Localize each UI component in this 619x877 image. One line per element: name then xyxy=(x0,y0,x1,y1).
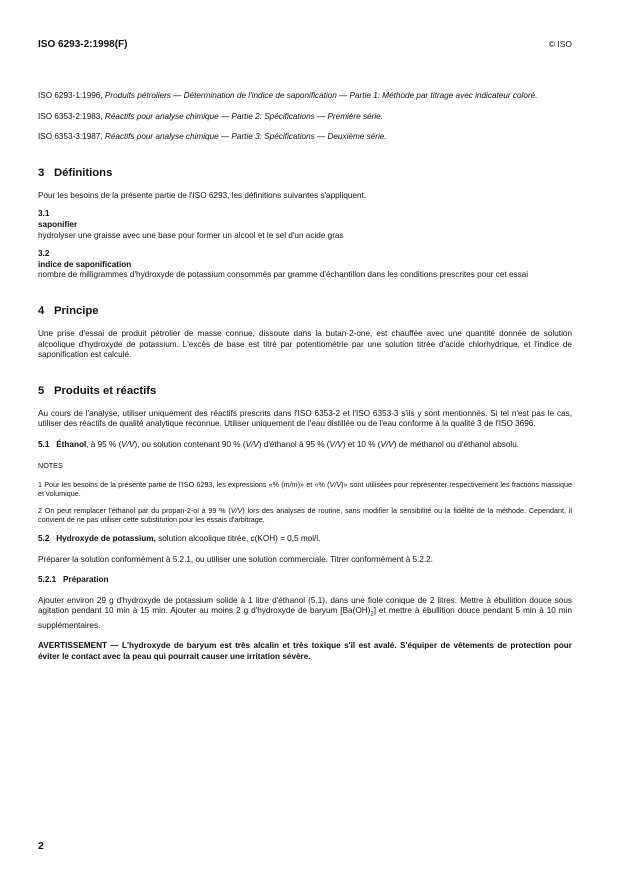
subsection-5-2-1-text: Ajouter environ 29 g d'hydroxyde de potassium solide à 1 litre d'éthanol (5.1), dans une fiole conique de 2 litres. Mettre à ébullition douce sous agitation pendant 10 min à 15 min. Ajouter au moins 2 g d'hydroxyde de baryum $[Ba(OH)_2]$ et mettre à ébullition douce pendant 5 min à 10 min supplémentaires. xyxy=(38,595,572,630)
notes-title: NOTES xyxy=(38,460,63,470)
note-1: 1 Pour les besoins de la présente partie de l'ISO 6293, les expressions «% (m/m)» et «% (V/V)» sont utilisées pour représenter respectivement les fractions massique et volumique. xyxy=(38,480,572,499)
section-4-heading: 4 Principe xyxy=(38,304,99,317)
definition-3-2-number: 3.2 xyxy=(38,249,50,259)
section-3-heading: 3 Définitions xyxy=(38,166,113,179)
subsection-5-2-text: Préparer la solution conformément à 5.2.1, ou utiliser une solution commerciale. Titrer conformément à 5.2.2. xyxy=(38,554,434,564)
subsection-5-2: 5.2 Hydroxyde de potassium, solution alcoolique titrée, c(KOH) = 0,5 mol/l. xyxy=(38,534,321,544)
warning-text: AVERTISSEMENT — L'hydroxyde de baryum est très alcalin et très toxique s'il est avalé. S'équiper de vêtements de protection pour éviter le contact avec la peau qui pourrait causer une irritation sévère. xyxy=(38,641,572,661)
document-id: ISO 6293-2:1998(F) xyxy=(38,39,128,50)
definition-3-2-term: indice de saponification xyxy=(38,259,132,269)
definition-3-1-number: 3.1 xyxy=(38,209,50,219)
subsection-5-2-1-heading: 5.2.1 Préparation xyxy=(38,575,109,585)
section-4-text: Une prise d'essai de produit pétrolier de masse connue, dissoute dans la butan-2-one, est chauffée avec une quantité donnée de solution alcoolique d'hydroxyde de potassium. L'excès de base est titré par potentiométrie par une solution titrée d'acide chlorhydrique, et l'indice de saponification est calculé. xyxy=(38,328,572,360)
copyright-notice: © ISO xyxy=(548,39,572,49)
section-5-heading: 5 Produits et réactifs xyxy=(38,384,157,397)
reference-iso-6353-2: ISO 6353-2:1983, Réactifs pour analyse chimique — Partie 2: Spécifications — Première série. xyxy=(38,111,383,121)
section-3-intro: Pour les besoins de la présente partie de l'ISO 6293, les définitions suivantes s'appliquent. xyxy=(38,190,367,200)
reference-iso-6293-1: ISO 6293-1:1996, Produits pétroliers — Détermination de l'indice de saponification — Partie 1: Méthode par titrage avec indicateur coloré. xyxy=(38,91,538,100)
definition-3-2-text: nombre de milligrammes d'hydroxyde de potassium consommés par gramme d'échantillon dans les conditions prescrites pour cet essai xyxy=(38,270,529,280)
definition-3-1-text: hydrolyser une graisse avec une base pour former un alcool et le sel d'un acide gras xyxy=(38,230,344,240)
reference-iso-6353-3: ISO 6353-3:1987, Réactifs pour analyse chimique — Partie 3: Spécifications — Deuxième série. xyxy=(38,132,387,142)
page-content xyxy=(38,91,572,662)
page-number: 2 xyxy=(38,840,44,852)
definition-3-1-term: saponifier xyxy=(38,219,78,229)
section-5-intro: Au cours de l'analyse, utiliser uniquement des réactifs prescrits dans l'ISO 6353-2 et l'ISO 6353-3 s'ils y sont mentionnés. Si tel n'est pas le cas, utiliser des réactifs de qualité analytique reconnue. Utiliser uniquement de l'eau distillée ou de l'eau conforme à la qualité 3 de l'ISO 3696. xyxy=(38,408,572,429)
subsection-5-1: 5.1 Éthanol, à 95 % (V/V), ou solution contenant 90 % (V/V) d'éthanol à 95 % (V/V) et 10 % (V/V) de méthanol ou d'éthanol absolu. xyxy=(38,439,520,449)
note-2: 2 On peut remplacer l'éthanol par du propan-2-ol à 99 % (V/V) lors des analyses de routine, sans modifier la sensibilité ou la fidélité de la méthode. Cependant, il convient de ne pas utiliser cette substitution pour les essais d'arbitrage. xyxy=(38,506,572,525)
